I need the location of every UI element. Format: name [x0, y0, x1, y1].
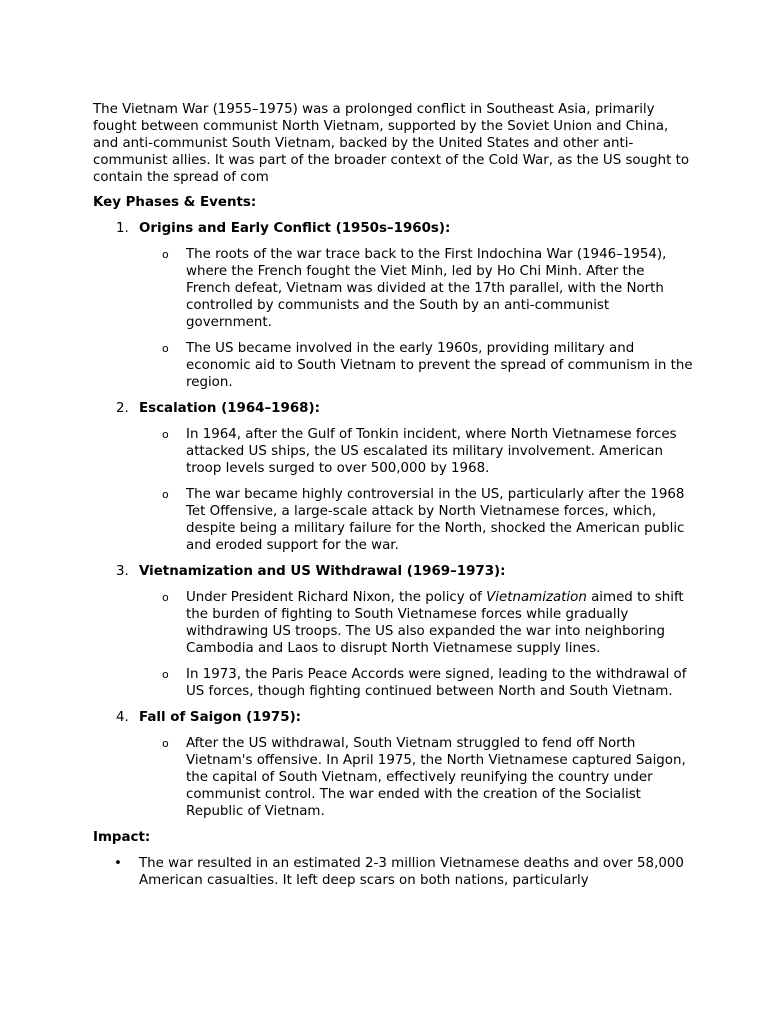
- phase-title: [116, 563, 693, 580]
- sub-point: [93, 340, 693, 391]
- circle-bullet-icon: o: [162, 342, 169, 355]
- sub-point-text-after: aimed to shift the burden of fighting to South Vietnamese forces while gradually withdrawing US troops. The US also expanded the war into neighboring Cambodia and Laos to disrupt North Vietnamese supply lines.: [186, 590, 684, 656]
- phase-title-text: Origins and Early Conflict (1950s–1960s):: [139, 221, 451, 236]
- phase-item: [93, 563, 693, 580]
- sub-point: [93, 666, 693, 700]
- phase-title: [116, 400, 693, 417]
- sub-point-text-before: Under President Richard Nixon, the policy of: [186, 590, 487, 605]
- phase-number: 3.: [116, 564, 129, 579]
- impact-text: The war resulted in an estimated 2-3 million Vietnamese deaths and over 58,000 American casualties. It left deep scars on both nations, particularly: [139, 856, 684, 888]
- sub-point-text: After the US withdrawal, South Vietnam struggled to fend off North Vietnam's offensive. In April 1975, the North Vietnamese captured Saigon, the capital of South Vietnam, effectively reunifying the country under communist control. The war ended with the creation of the Socialist Republic of Vietnam.: [186, 736, 686, 819]
- sub-point: [93, 246, 693, 331]
- phase-title-text: Escalation (1964–1968):: [139, 401, 320, 416]
- phase-number: 1.: [116, 221, 129, 236]
- phase-item: [93, 220, 693, 237]
- intro-paragraph: The Vietnam War (1955–1975) was a prolonged conflict in Southeast Asia, primarily fought between communist North Vietnam, supported by the Soviet Union and China, and anti-communist South Vietnam, backed by the United States and other anti-communist allies. It was part of the broader context of the Cold War, as the US sought to contain the spread of com: [93, 102, 690, 185]
- impact-heading: Impact:: [93, 830, 151, 845]
- sub-point: [93, 426, 693, 477]
- circle-bullet-icon: o: [162, 248, 169, 261]
- sub-point-text: The war became highly controversial in the US, particularly after the 1968 Tet Offensive, a large-scale attack by North Vietnamese forces, which, despite being a military failure for the North, shocked the American public and eroded support for the war.: [186, 487, 685, 553]
- circle-bullet-icon: o: [162, 488, 169, 501]
- circle-bullet-icon: o: [162, 428, 169, 441]
- impact-bullet: [93, 855, 693, 889]
- sub-point-text: The US became involved in the early 1960s, providing military and economic aid to South Vietnam to prevent the spread of communism in the region.: [186, 341, 693, 390]
- sub-point: [93, 735, 693, 820]
- sub-point-text: The roots of the war trace back to the First Indochina War (1946–1954), where the French fought the Viet Minh, led by Ho Chi Minh. After the French defeat, Vietnam was divided at the 17th parallel, with the North controlled by communists and the South by an anti-communist government.: [186, 247, 667, 330]
- sub-point: [93, 589, 693, 657]
- circle-bullet-icon: o: [162, 591, 169, 604]
- sub-point: [93, 486, 693, 554]
- circle-bullet-icon: o: [162, 668, 169, 681]
- sub-point-text: In 1964, after the Gulf of Tonkin incident, where North Vietnamese forces attacked US ships, the US escalated its military involvement. American troop levels surged to over 500,000 by 1968.: [186, 427, 677, 476]
- sub-point-text: [186, 590, 684, 656]
- phase-number: 4.: [116, 710, 129, 725]
- phase-number: 2.: [116, 401, 129, 416]
- phase-item: [93, 709, 693, 726]
- circle-bullet-icon: o: [162, 737, 169, 750]
- phase-title-text: Fall of Saigon (1975):: [139, 710, 302, 725]
- sub-point-text: In 1973, the Paris Peace Accords were signed, leading to the withdrawal of US forces, though fighting continued between North and South Vietnam.: [186, 667, 687, 699]
- phase-title: [116, 709, 693, 726]
- phase-title: [116, 220, 693, 237]
- key-phases-heading: Key Phases & Events:: [93, 195, 257, 210]
- phase-item: [93, 400, 693, 417]
- document-body: [93, 101, 693, 889]
- bullet-icon: •: [114, 856, 122, 871]
- phase-title-text: Vietnamization and US Withdrawal (1969–1973):: [139, 564, 506, 579]
- vietnamization-term: Vietnamization: [486, 590, 587, 605]
